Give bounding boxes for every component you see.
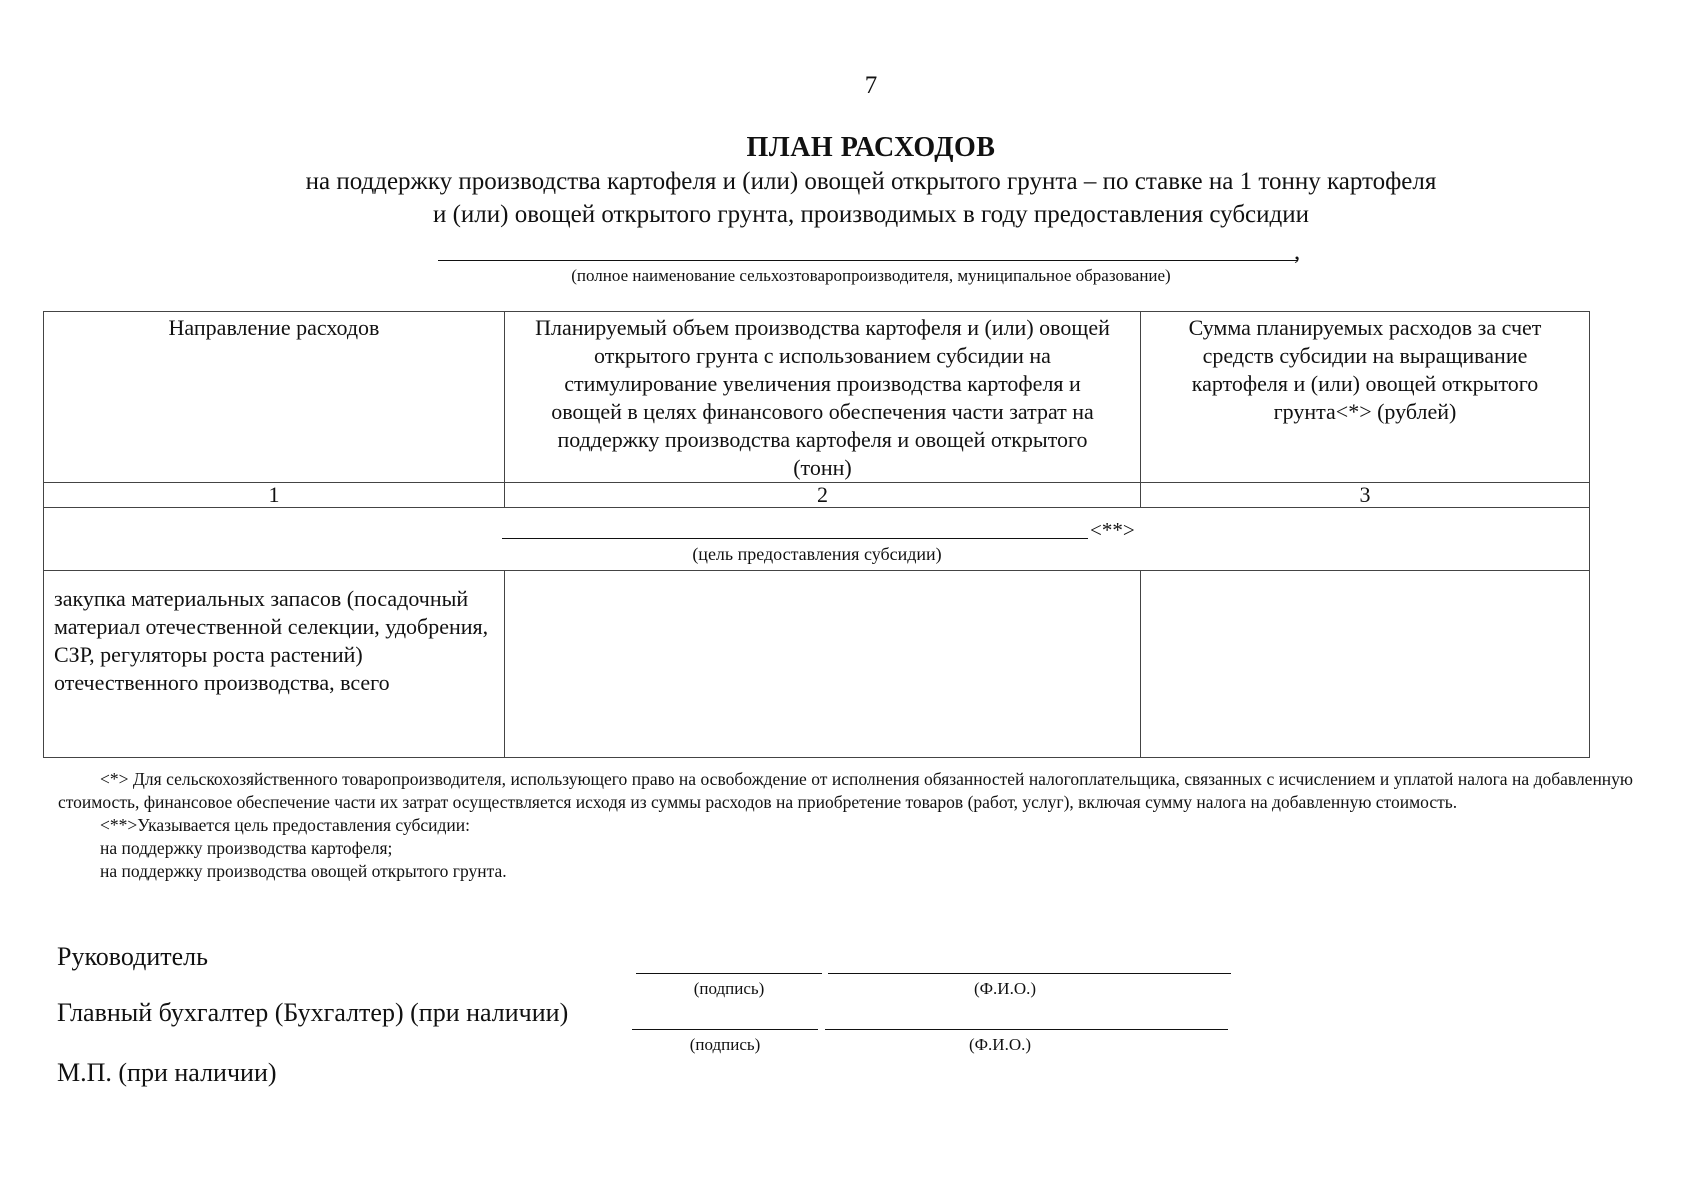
footnote-1: <*> Для сельскохозяйственного товаропроизводителя, использующего право на освобождение от исполнения обязанностей налогоплательщика, связанных с исчислением и уплатой налога на добавленную стоимость, финансовое обеспечение части их затрат осуществляется исходя из суммы расходов на приобретение товаров (работ, услуг), включая сумму налога на добавленную стоимость. — [58, 769, 1633, 812]
accountant-name-caption: (Ф.И.О.) — [968, 1035, 1032, 1054]
organization-line-comma: , — [1294, 238, 1301, 265]
head-signature-label: Руководитель — [57, 942, 208, 971]
accountant-signature-line[interactable] — [632, 1029, 818, 1030]
table-header-row — [44, 312, 1590, 483]
expense-plan-table — [43, 311, 1590, 758]
cell-volume[interactable] — [505, 571, 1141, 758]
head-name-caption: (Ф.И.О.) — [973, 979, 1037, 998]
subsidy-goal-caption: (цель предоставления субсидии) — [692, 544, 942, 564]
organization-name-caption: (полное наименование сельхозтоваропроизводителя, муниципальное образование) — [571, 266, 1171, 285]
accountant-name-line[interactable] — [825, 1029, 1228, 1030]
cell-direction — [44, 571, 505, 758]
accountant-signature-label: Главный бухгалтер (Бухгалтер) (при наличии) — [57, 998, 569, 1027]
subsidy-goal-row — [44, 508, 1590, 571]
column-number-2: 2 — [505, 483, 1141, 508]
column-number-3: 3 — [1141, 483, 1590, 508]
document-subtitle-line-1: на поддержку производства картофеля и (или) овощей открытого грунта – по ставке на 1 тонну картофеля — [305, 168, 1437, 195]
head-signature-line[interactable] — [636, 973, 822, 974]
cell-amount[interactable] — [1141, 571, 1590, 758]
subsidy-goal-blank-line — [502, 538, 1088, 539]
footnotes — [58, 768, 1633, 883]
header-cell-direction — [44, 312, 505, 483]
subsidy-goal-footnote-marker: <**> — [1090, 518, 1135, 542]
header-amount-text: Сумма планируемых расходов за счет средств субсидии на выращивание картофеля и (или) овощей открытого грунта<*> (рублей) — [1188, 315, 1542, 424]
page-number: 7 — [864, 72, 878, 99]
column-number-row — [44, 483, 1590, 508]
footnote-2-option-1: на поддержку производства картофеля; — [100, 838, 393, 858]
head-name-line[interactable] — [828, 973, 1231, 974]
head-signature-caption: (подпись) — [693, 979, 765, 998]
footnote-2-option-2: на поддержку производства овощей открытого грунта. — [100, 861, 507, 881]
header-cell-amount — [1141, 312, 1590, 483]
subsidy-goal-cell — [44, 508, 1590, 571]
table-row — [44, 571, 1590, 758]
direction-text: закупка материальных запасов (посадочный материал отечественной селекции, удобрения, СЗР, регуляторы роста растений) отечественного производства, всего — [54, 586, 489, 695]
organization-name-blank-line — [438, 260, 1298, 261]
accountant-signature-caption: (подпись) — [689, 1035, 761, 1054]
header-volume-text: Планируемый объем производства картофеля и (или) овощей открытого грунта с использованием субсидии на стимулирование увеличения производства картофеля и овощей в целях финансового обеспечения части затрат на поддержку производства картофеля и овощей открытого (тонн) — [535, 315, 1110, 480]
footnote-2: <**>Указывается цель предоставления субсидии: — [100, 815, 471, 835]
header-direction-text: Направление расходов — [168, 315, 380, 340]
document-title: ПЛАН РАСХОДОВ — [746, 132, 996, 163]
header-cell-volume — [505, 312, 1141, 483]
stamp-label: М.П. (при наличии) — [57, 1058, 277, 1087]
column-number-1: 1 — [44, 483, 505, 508]
document-subtitle-line-2: и (или) овощей открытого грунта, производимых в году предоставления субсидии — [432, 201, 1310, 228]
